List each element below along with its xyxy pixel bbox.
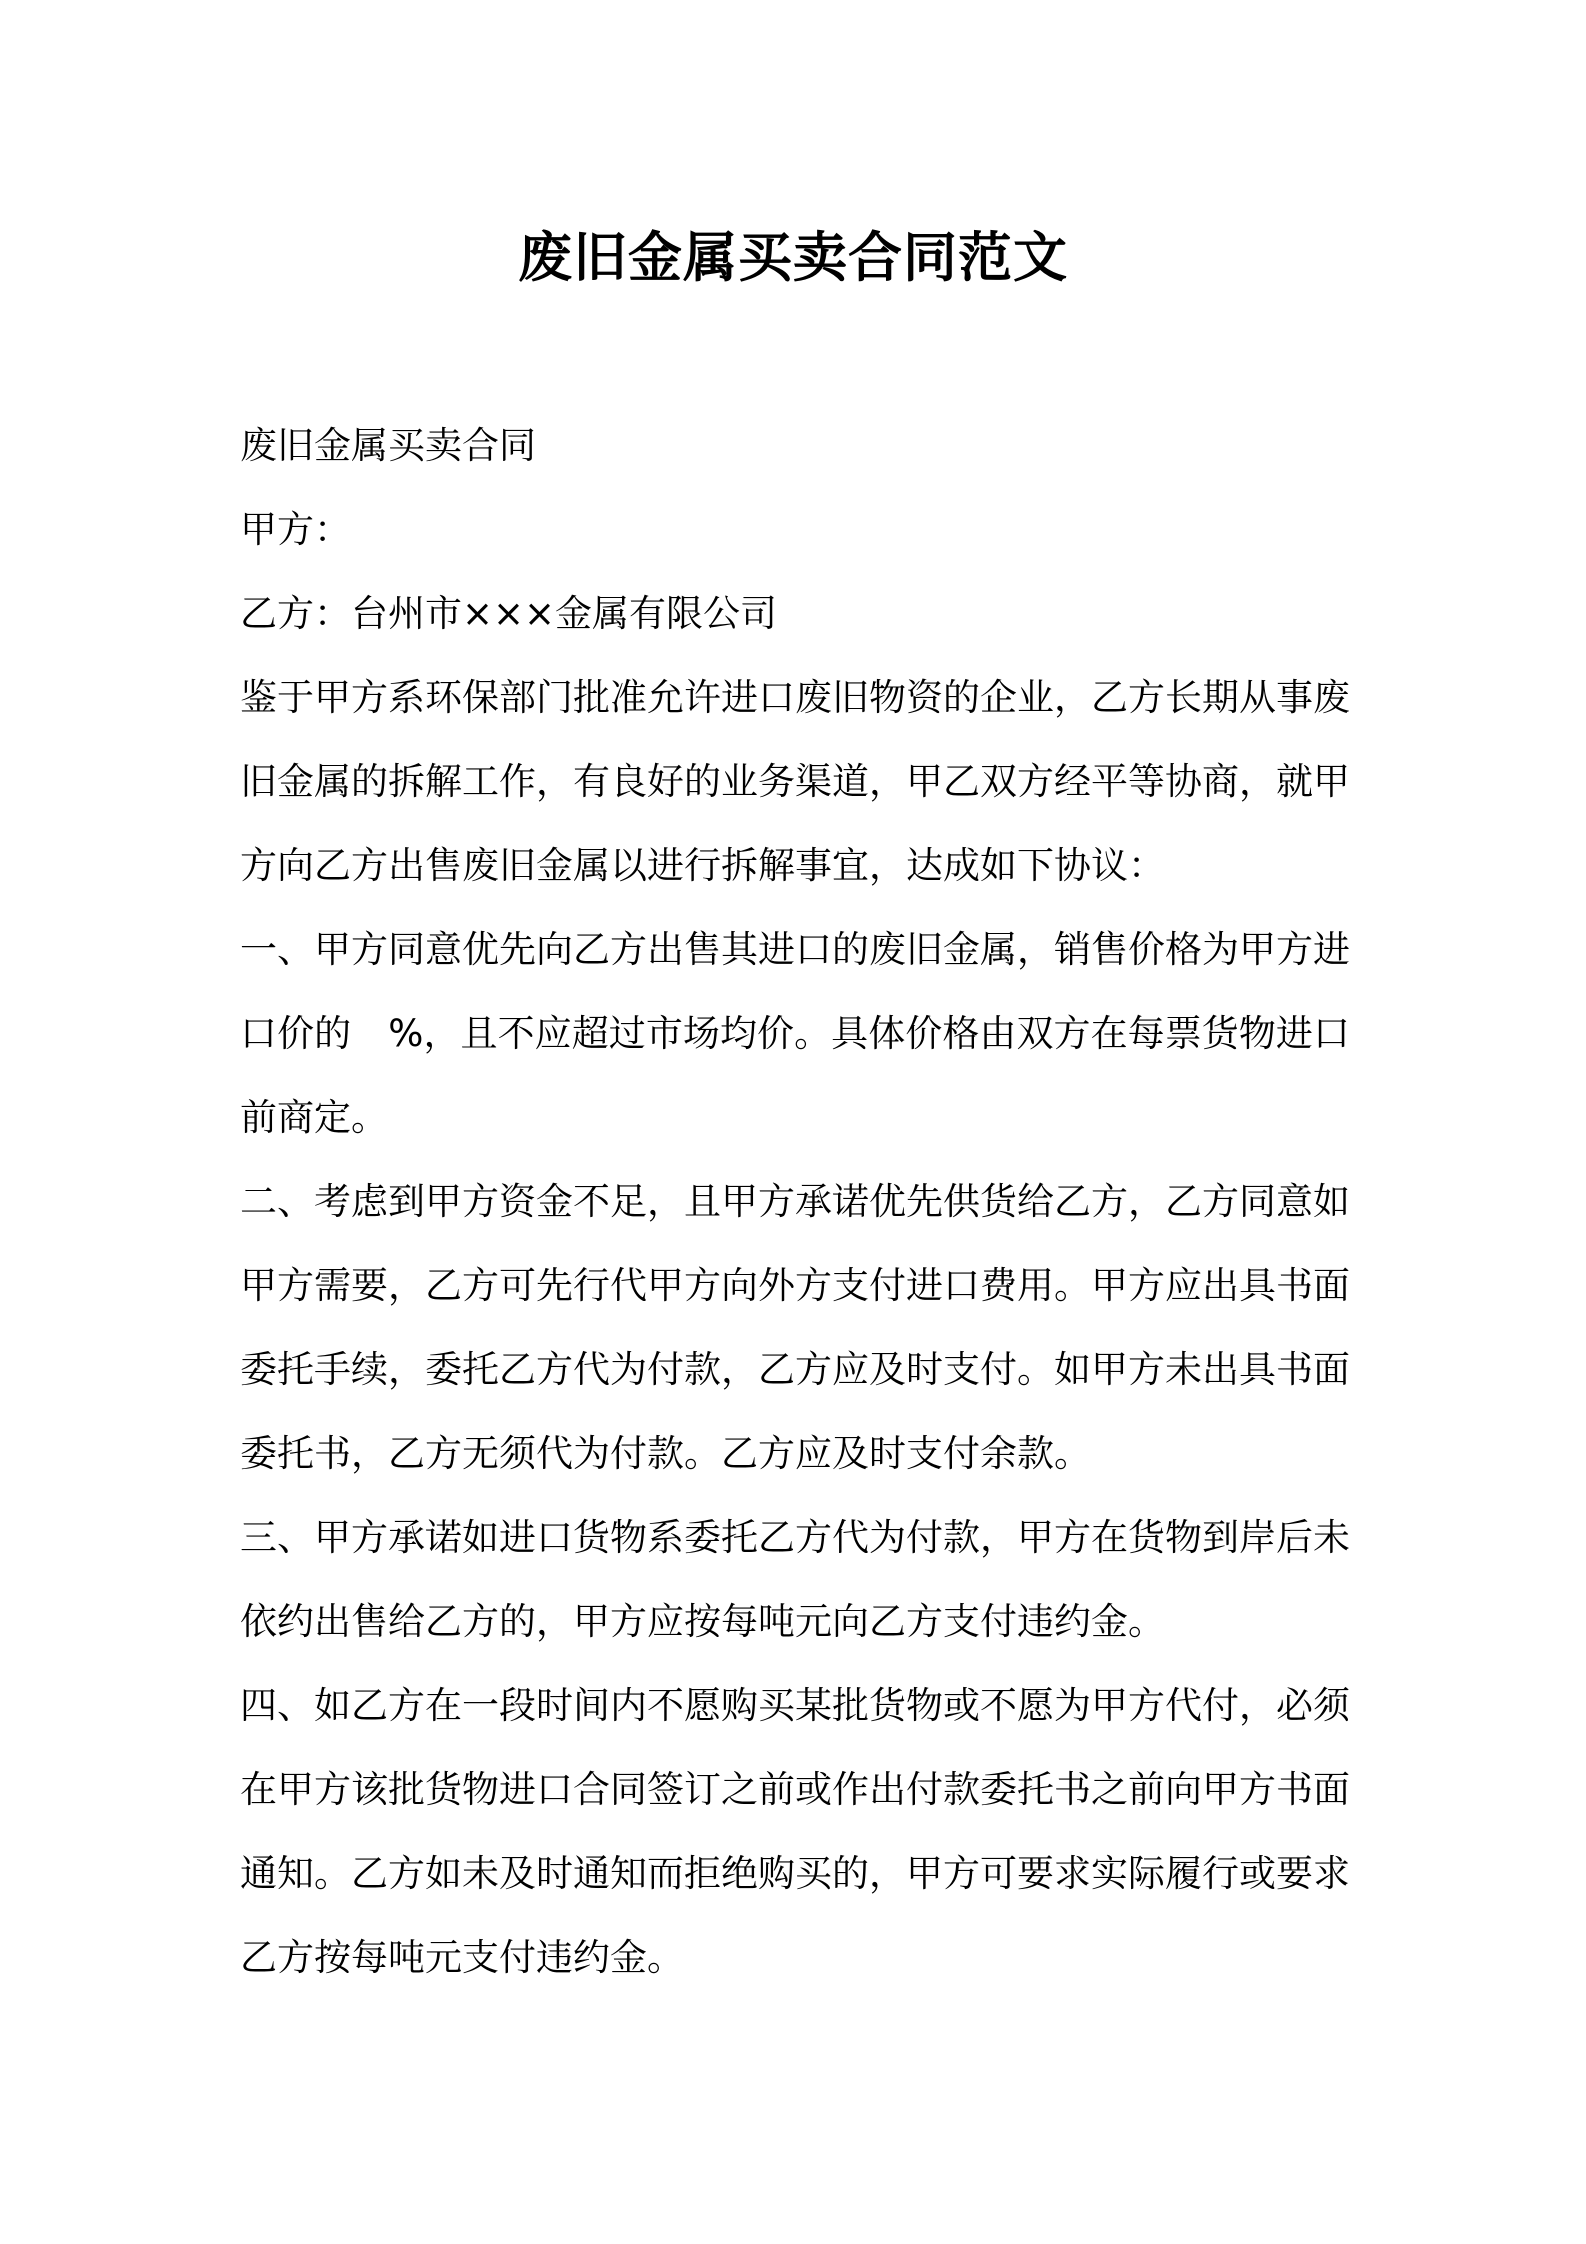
clause-3: 三、甲方承诺如进口货物系委托乙方代为付款，甲方在货物到岸后未依约出售给乙方的，甲方应按每吨元向乙方支付违约金。 [240, 1516, 1350, 1643]
contract-name-line: 废旧金属买卖合同 [240, 424, 536, 467]
clause-1: 一、甲方同意优先向乙方出售其进口的废旧金属，销售价格为甲方进口价的 %，且不应超过市场均价。具体价格由双方在每票货物进口前商定。 [240, 928, 1350, 1139]
preamble-paragraph: 鉴于甲方系环保部门批准允许进口废旧物资的企业，乙方长期从事废旧金属的拆解工作，有良好的业务渠道，甲乙双方经平等协商，就甲方向乙方出售废旧金属以进行拆解事宜，达成如下协议： [240, 676, 1350, 887]
document-title: 废旧金属买卖合同范文 [518, 226, 1068, 289]
party-b-line: 乙方：台州市×××金属有限公司 [240, 592, 778, 635]
document-body [240, 404, 1350, 2000]
clause-4: 四、如乙方在一段时间内不愿购买某批货物或不愿为甲方代付，必须在甲方该批货物进口合同签订之前或作出付款委托书之前向甲方书面通知。乙方如未及时通知而拒绝购买的，甲方可要求实际履行或要求乙方按每吨元支付违约金。 [240, 1684, 1350, 1979]
clause-2: 二、考虑到甲方资金不足，且甲方承诺优先供货给乙方，乙方同意如甲方需要，乙方可先行代甲方向外方支付进口费用。甲方应出具书面委托手续，委托乙方代为付款，乙方应及时支付。如甲方未出具书面委托书，乙方无须代为付款。乙方应及时支付余款。 [240, 1180, 1350, 1475]
party-a-line: 甲方： [240, 508, 351, 551]
